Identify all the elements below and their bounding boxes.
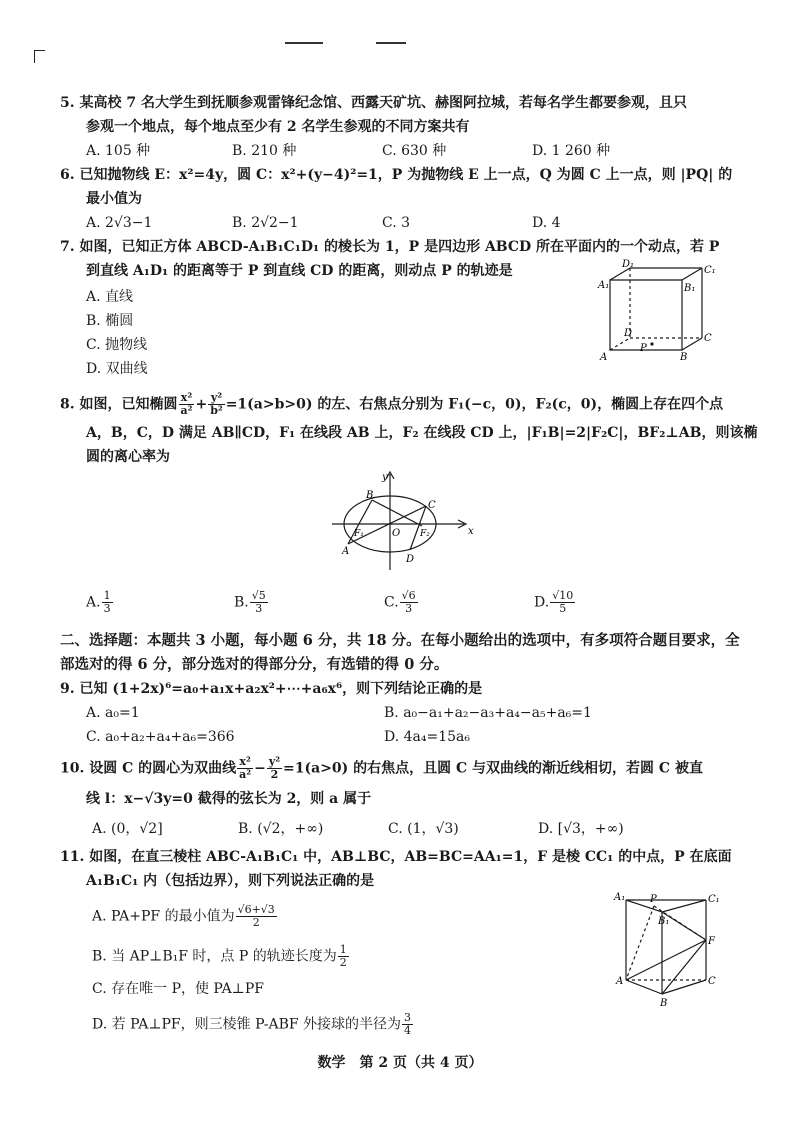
ellipse-label-x: x	[468, 526, 474, 537]
q8-stem-line1	[60, 392, 723, 417]
cube-figure	[596, 258, 716, 364]
q8-option-c-den: 3	[405, 602, 413, 615]
ellipse-label-y: y	[382, 472, 388, 483]
cube-label-b: B	[680, 352, 688, 363]
q7-option-b: B. 椭圆	[86, 313, 134, 329]
prism-label-a: A	[616, 976, 624, 987]
q10-stem-line2: 线 l：x−√3y=0 截得的弦长为 2，则 a 属于	[86, 791, 372, 807]
ellipse-label-a: A	[342, 546, 350, 557]
q8-option-b-label: B.	[234, 594, 249, 611]
q8-frac-y-num: y²	[208, 392, 225, 405]
q10-prefix: 10. 设圆 C 的圆心为双曲线	[60, 760, 237, 777]
q10-suffix: =1(a>0) 的右焦点，且圆 C 与双曲线的渐近线相切，若圆 C 被直	[283, 760, 703, 777]
prism-label-c1: C₁	[708, 894, 720, 905]
ellipse-figure	[330, 466, 480, 576]
cube-label-c: C	[704, 333, 712, 344]
prism-figure	[612, 888, 724, 1010]
q7-option-c: C. 抛物线	[86, 337, 148, 353]
q11-option-d-den: 4	[404, 1024, 412, 1037]
q6-stem-line2: 最小值为	[86, 191, 142, 207]
q10-frac-y-den: 2	[270, 768, 279, 781]
q10-stem-line1	[60, 756, 703, 781]
q5-stem-line2: 参观一个地点，每个地点至少有 2 名学生参观的不同方案共有	[86, 119, 470, 135]
q8-option-b	[234, 590, 269, 615]
q9-option-b: B. a₀−a₁+a₂−a₃+a₄−a₅+a₆=1	[384, 705, 592, 721]
q8-frac-x-den: a²	[180, 404, 193, 417]
prism-label-p: P	[650, 894, 657, 905]
q10-option-a: A. (0，√2]	[92, 821, 163, 837]
q10-frac-x-num: x²	[237, 756, 253, 769]
ellipse-label-b: B	[366, 490, 374, 501]
q8-option-d-label: D.	[534, 594, 550, 611]
q11-option-d-text: D. 若 PA⊥PF，则三棱锥 P-ABF 外接球的半径为	[92, 1016, 402, 1033]
cube-label-p: P	[640, 343, 647, 354]
q11-option-a-text: A. PA+PF 的最小值为	[92, 908, 235, 925]
q10-frac-y-num: y²	[268, 755, 281, 768]
q6-stem-line1: 6. 已知抛物线 E：x²=4y，圆 C：x²+(y−4)²=1，P 为抛物线 E 上一点，Q 为圆 C 上一点，则 |PQ| 的	[60, 167, 733, 183]
q10-frac-x-den: a²	[239, 768, 252, 781]
ellipse-label-o: O	[392, 528, 401, 539]
q8-plus: +	[195, 396, 208, 413]
cube-label-d: D	[624, 328, 633, 339]
q11-option-d-num: 3	[404, 1011, 412, 1024]
q7-option-d: D. 双曲线	[86, 361, 148, 377]
section2-heading-line1: 二、选择题：本题共 3 小题，每小题 6 分，共 18 分。在每小题给出的选项中，有多项符合题目要求，全	[60, 632, 740, 649]
q8-frac-y-den: b²	[210, 404, 223, 417]
q10-frac-y	[267, 756, 282, 781]
q7-stem-line2: 到直线 A₁D₁ 的距离等于 P 到直线 CD 的距离，则动点 P 的轨迹是	[86, 263, 513, 279]
q8-option-c-label: C.	[384, 594, 399, 611]
q9-option-c: C. a₀+a₂+a₄+a₆=366	[86, 729, 235, 745]
q11-option-d	[92, 1012, 414, 1037]
q5-stem-line1: 5. 某高校 7 名大学生到抚顺参观雷锋纪念馆、西露天矿坑、赫图阿拉城，若每名学生都要参观，且只	[60, 95, 687, 111]
q11-option-a-num: √6+√3	[237, 903, 275, 916]
q7-option-a: A. 直线	[86, 289, 134, 305]
scan-dash-mark	[376, 42, 406, 44]
ellipse-label-c: C	[428, 500, 436, 511]
q6-option-a: A. 2√3−1	[86, 215, 153, 231]
q8-option-a-den: 3	[103, 602, 111, 615]
prism-label-b: B	[660, 998, 668, 1009]
q6-option-d: D. 4	[532, 215, 561, 231]
q6-option-c: C. 3	[382, 215, 411, 231]
q10-frac-x	[237, 756, 253, 781]
q10-option-d: D. [√3，+∞)	[538, 821, 624, 837]
ellipse-label-f1: F₁	[354, 529, 364, 539]
q11-option-b-text: B. 当 AP⊥B₁F 时，点 P 的轨迹长度为	[92, 948, 337, 965]
q5-option-a: A. 105 种	[86, 143, 151, 159]
q8-option-c-num: √6	[401, 589, 416, 602]
ellipse-label-d: D	[406, 554, 415, 565]
cube-label-a1: A₁	[598, 280, 610, 291]
q5-option-b: B. 210 种	[232, 143, 297, 159]
q10-option-c: C. (1，√3)	[388, 821, 459, 837]
q8-stem-line3: 圆的离心率为	[86, 449, 170, 465]
q8-option-a	[86, 590, 114, 615]
q9-stem-line1: 9. 已知 (1+2x)⁶=a₀+a₁x+a₂x²+⋯+a₆x⁶，则下列结论正确的是	[60, 681, 483, 697]
q10-minus: −	[254, 760, 266, 777]
q6-option-b: B. 2√2−1	[232, 215, 299, 231]
q10-option-b: B. (√2，+∞)	[238, 821, 324, 837]
q11-option-c: C. 存在唯一 P，使 PA⊥PF	[92, 981, 264, 997]
prism-label-f: F	[708, 936, 715, 947]
q8-option-a-label: A.	[86, 594, 101, 611]
prism-label-a1: A₁	[614, 892, 626, 903]
q11-option-a-den: 2	[252, 916, 260, 929]
scan-dash-mark	[285, 42, 323, 44]
q8-frac-x	[179, 392, 195, 417]
q5-option-c: C. 630 种	[382, 143, 447, 159]
page-footer: 数学 第 2 页（共 4 页）	[317, 1055, 483, 1071]
q8-frac-y	[208, 392, 225, 417]
q11-option-a	[92, 904, 278, 929]
prism-label-c: C	[708, 976, 716, 987]
q11-option-b-den: 2	[339, 956, 347, 969]
q8-option-a-num: 1	[103, 589, 111, 602]
scan-corner-mark	[34, 50, 45, 63]
cube-label-a: A	[600, 352, 608, 363]
prism-label-b1: B₁	[658, 916, 670, 927]
q8-stem-line2: A，B，C，D 满足 AB∥CD，F₁ 在线段 AB 上，F₂ 在线段 CD 上，|F₁B|=2|F₂C|，BF₂⊥AB，则该椭	[86, 425, 758, 441]
q9-option-d: D. 4a₄=15a₆	[384, 729, 470, 745]
q8-option-d-den: 5	[559, 602, 567, 615]
q8-option-d-num: √10	[552, 589, 574, 602]
q8-option-d	[534, 590, 576, 615]
q8-suffix: =1(a>b>0) 的左、右焦点分别为 F₁(−c，0)，F₂(c，0)，椭圆上存在四个点	[225, 396, 724, 413]
cube-label-b1: B₁	[684, 283, 696, 294]
q11-stem-line1: 11. 如图，在直三棱柱 ABC-A₁B₁C₁ 中，AB⊥BC，AB=BC=AA₁=1，F 是棱 CC₁ 的中点，P 在底面	[60, 849, 732, 865]
ellipse-label-f2: F₂	[420, 529, 430, 539]
section2-heading-line2: 部选对的得 6 分，部分选对的得部分分，有选错的得 0 分。	[60, 656, 449, 673]
cube-label-c1: C₁	[704, 265, 716, 276]
q7-stem-line1: 7. 如图，已知正方体 ABCD-A₁B₁C₁D₁ 的棱长为 1，P 是四边形 ABCD 所在平面内的一个动点，若 P	[60, 239, 720, 255]
q11-option-b-num: 1	[339, 943, 347, 956]
cube-label-d1: D₁	[622, 259, 635, 270]
q9-option-a: A. a₀=1	[86, 705, 140, 721]
q8-prefix: 8. 如图，已知椭圆	[60, 396, 178, 413]
q8-option-c	[384, 590, 419, 615]
q8-option-b-den: 3	[255, 602, 263, 615]
q11-stem-line2: A₁B₁C₁ 内（包括边界），则下列说法正确的是	[86, 873, 375, 889]
q11-option-b	[92, 944, 350, 969]
q8-option-b-num: √5	[251, 589, 266, 602]
q5-option-d: D. 1 260 种	[532, 143, 611, 159]
q8-frac-x-num: x²	[179, 392, 195, 405]
